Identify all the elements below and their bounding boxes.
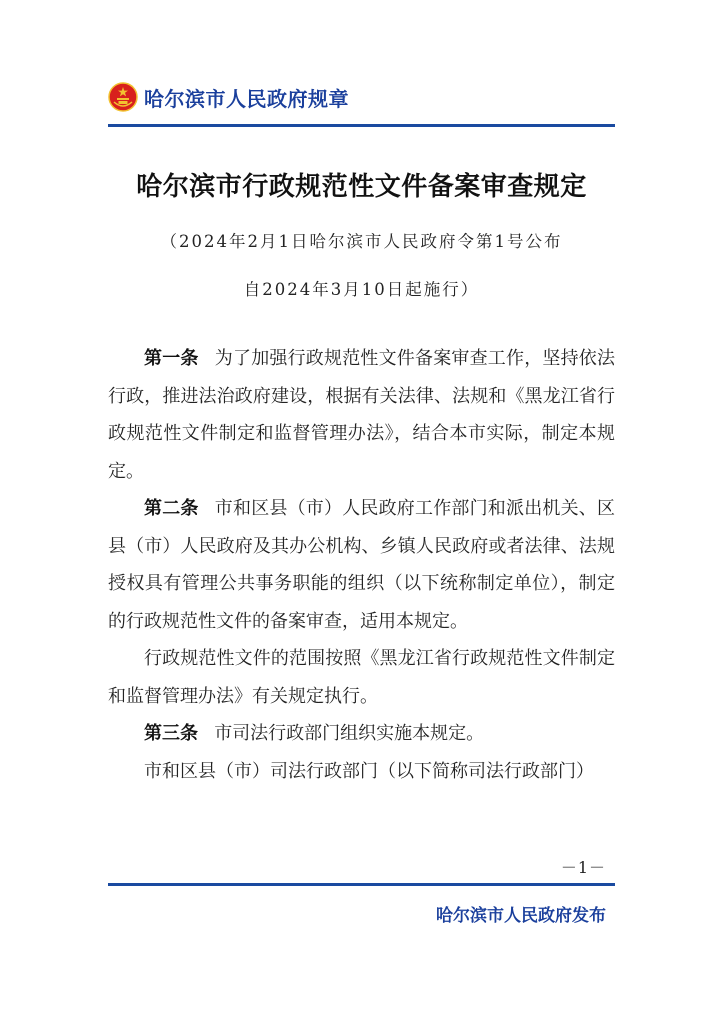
article-text: 市和区县（市）人民政府工作部门和派出机关、区县（市）人民政府及其办公机构、乡镇人民政府或者法律、法规授权具有管理公共事务职能的组织（以下统称制定单位），制定的行政规范性文件的备案审查，适用本规定。 — [108, 498, 616, 632]
article-text: 为了加强行政规范性文件备案审查工作，坚持依法行政，推进法治政府建设，根据有关法律、法规和《黑龙江省行政规范性文件制定和监督管理办法》，结合本市实际，制定本规定。 — [108, 348, 616, 482]
article-3-continuation — [108, 753, 615, 791]
article-text: 行政规范性文件的范围按照《黑龙江省行政规范性文件制定和监督管理办法》有关规定执行。 — [108, 648, 615, 707]
article-3-paragraph — [108, 715, 615, 753]
article-2-continuation — [108, 640, 615, 715]
article-1-paragraph — [108, 340, 615, 490]
article-2-paragraph — [108, 490, 615, 640]
footer-publisher: 哈尔滨市人民政府发布 — [436, 906, 606, 926]
page-header — [108, 80, 349, 114]
header-divider — [108, 124, 615, 127]
footer-divider — [108, 883, 615, 886]
document-subtitle-line1: （2024年2月1日哈尔滨市人民政府令第1号公布 — [160, 232, 563, 251]
document-subtitle-line2: 自2024年3月10日起施行） — [243, 280, 480, 299]
article-label: 第二条 — [144, 498, 199, 519]
article-label: 第一条 — [144, 348, 199, 369]
article-text: 市司法行政部门组织实施本规定。 — [214, 723, 485, 744]
article-label: 第三条 — [144, 723, 198, 744]
document-title: 哈尔滨市行政规范性文件备案审查规定 — [136, 172, 587, 202]
document-body — [108, 340, 615, 790]
article-text: 市和区县（市）司法行政部门（以下简称司法行政部门） — [144, 760, 594, 782]
header-title: 哈尔滨市人民政府规章 — [144, 86, 349, 111]
national-emblem-icon — [108, 82, 138, 112]
page-number: －1－ — [560, 858, 606, 877]
